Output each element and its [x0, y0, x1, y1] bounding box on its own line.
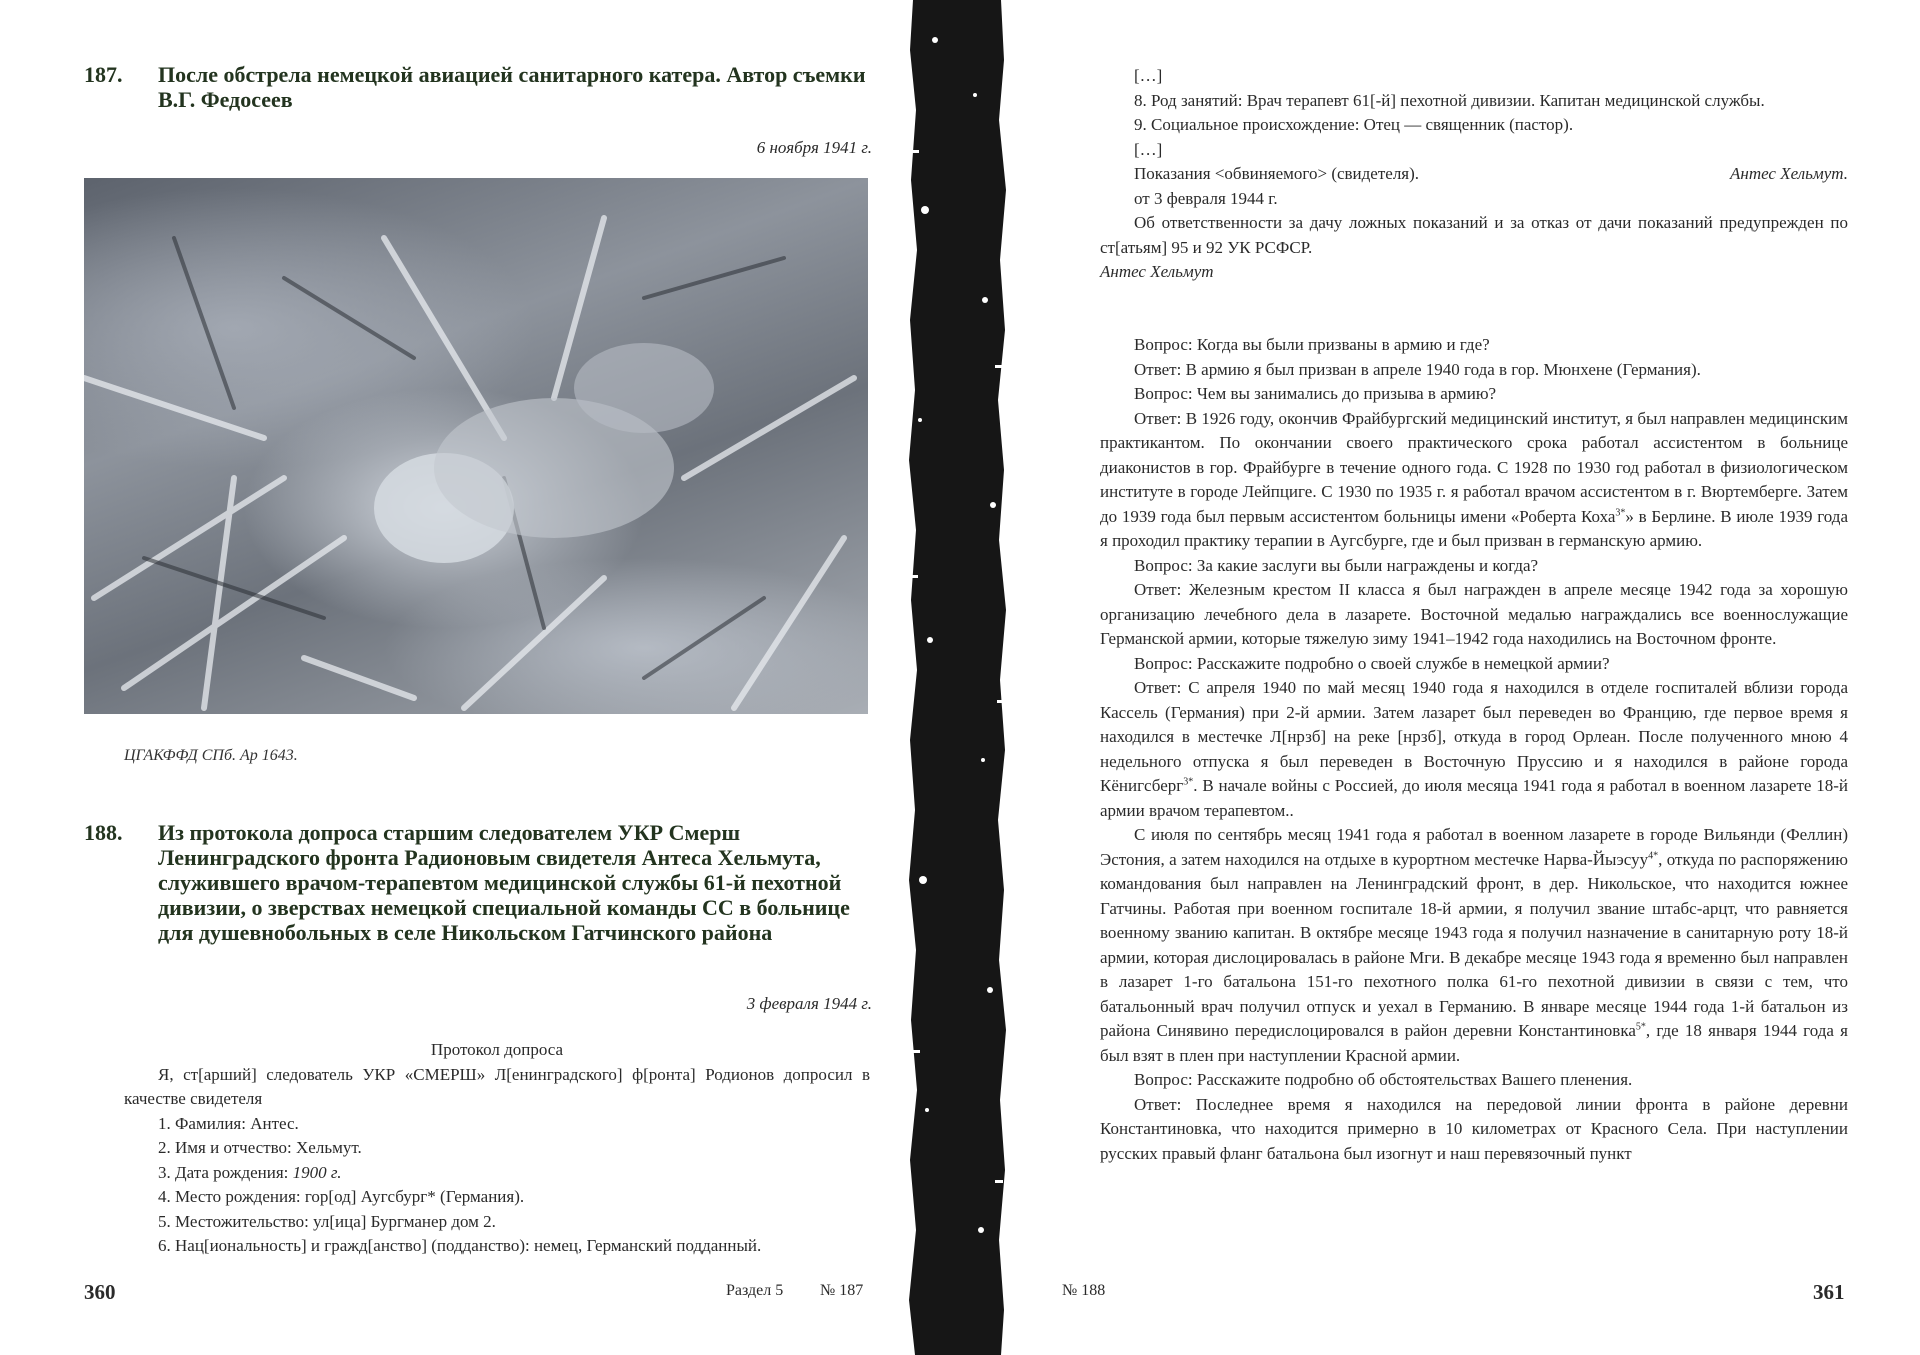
- answer-text: » в Берлине. В июле 1939 года я проходил практику терапии в Аугсбурге, где и был призван в германскую армию.: [1100, 506, 1848, 550]
- protocol-heading: Протокол допроса: [430, 1040, 564, 1059]
- question: Вопрос: За какие заслуги вы были награждены и когда?: [1134, 555, 1539, 575]
- answer: Ответ: В армию я был призван в апреле 1940 года в гор. Мюнхене (Германия).: [1134, 359, 1701, 379]
- testimony-line: [1100, 162, 1848, 187]
- left-doc-ref: № 187: [820, 1282, 864, 1299]
- photo-caption: ЦГАКФФД СПб. Ар 1643.: [124, 747, 298, 764]
- answer-continued: [1100, 823, 1848, 1068]
- ellipsis-line: […]: [1134, 139, 1163, 159]
- answer: [1100, 407, 1848, 554]
- left-page: [0, 0, 905, 1355]
- answer: Ответ: Железным крестом II класса я был награжден в апреле месяце 1942 года за хорошую организацию лечебного дела в лазарете. Восточной медалью награждались все военнослужащие Германской армии, которые тяжелую зиму 1941–1942 года находились на Восточном фронте.: [1100, 580, 1848, 648]
- footnote-ref: 5*: [1635, 1021, 1646, 1033]
- doc-188-title: Из протокола допроса старшим следователем УКР Смерш Ленинградского фронта Радионовым свидетеля Антеса Хельмута, служившего врачом-терапевтом медицинской службы 61-й пехотной дивизии, о зверствах немецкой специальной команды СС в больнице для душевнобольных в селе Никольском Гатчинского района: [158, 820, 850, 945]
- birth-date-value: 1900 г.: [292, 1162, 342, 1182]
- interrogation-text: [1100, 333, 1848, 1166]
- footnote-ref: 3*: [1615, 506, 1626, 518]
- right-page-number: 361: [1813, 1280, 1845, 1304]
- answer-text: . В начале войны с Россией, до июля месяца 1941 года я работал в военном лазарете 18-й армии врачом терапевтом..: [1100, 776, 1848, 820]
- question: Вопрос: Чем вы занимались до призыва в армию?: [1134, 384, 1497, 403]
- doc-188-number: 188.: [84, 820, 123, 845]
- footnote-ref: 4*: [1648, 849, 1659, 861]
- protocol-item: 4. Место рождения: гор[од] Аугсбург* (Германия).: [158, 1187, 525, 1206]
- section-label: Раздел 5: [726, 1282, 784, 1299]
- testimony-name: Антес Хельмут.: [1730, 164, 1848, 183]
- protocol-item-8: 8. Род занятий: Врач терапевт 61[-й] пехотной дивизии. Капитан медицинской службы.: [1134, 90, 1765, 110]
- doc-187-heading: [84, 62, 874, 112]
- protocol-text: [124, 1038, 870, 1259]
- answer: [1100, 676, 1848, 823]
- question: Вопрос: Расскажите подробно об обстоятельствах Вашего пленения.: [1134, 1070, 1633, 1089]
- doc-188-heading: [84, 820, 874, 945]
- doc-188-date: 3 февраля 1944 г.: [746, 994, 872, 1013]
- answer: Ответ: Последнее время я находился на передовой линии фронта в районе деревни Константиновка, что находится примерно в 10 километрах от Красного Села. При наступлении русских правый фланг батальона был изогнут и наш перевязочный пункт: [1100, 1094, 1848, 1163]
- question: Вопрос: Когда вы были призваны в армию и где?: [1134, 335, 1490, 354]
- archival-photo: [84, 178, 868, 714]
- protocol-item: 5. Местожительство: ул[ица] Бургманер дом 2.: [158, 1211, 496, 1231]
- answer-text: Ответ: С апреля 1940 по май месяц 1940 года я находился в отделе госпиталей вблизи города Кассель (Германия) при 2-й армии. Затем лазарет был переведен во Францию, где первое время я находился в местечке Л[нрзб] на реке [нрзб], откуда в город Орлеан. После полученного мною 4 недельного отпуска я был переведен в Восточную Пруссию и я находился в районе города Кёнигсберг: [1100, 678, 1848, 795]
- question: Вопрос: Расскажите подробно о своей службе в немецкой армии?: [1134, 653, 1610, 673]
- ellipsis-line: […]: [1134, 66, 1163, 85]
- answer-text: С июля по сентябрь месяц 1941 года я работал в военном лазарете в городе Вильянди (Феллин) Эстония, а затем находился на отдыхе в курортном местечке Нарва-Йыэсуу: [1100, 825, 1848, 869]
- protocol-item: [124, 1161, 870, 1186]
- birth-date-label: 3. Дата рождения:: [158, 1162, 293, 1182]
- doc-187-date: 6 ноября 1941 г.: [756, 138, 872, 157]
- testimony-label: Показания <обвиняемого> (свидетеля).: [1134, 164, 1420, 183]
- protocol-intro: Я, ст[арший] следователь УКР «СМЕРШ» Л[енинградского] ф[ронта] Родионов допросил в качестве свидетеля: [124, 1064, 870, 1108]
- doc-187-number: 187.: [84, 62, 123, 87]
- doc-187-title: После обстрела немецкой авиацией санитарного катера. Автор съемки В.Г. Федосеев: [158, 62, 866, 112]
- protocol-item: 6. Нац[иональность] и гражд[анство] (подданство): немец, Германский подданный.: [158, 1236, 762, 1255]
- right-page: [1010, 0, 1920, 1355]
- answer-text: , где 18 января 1944 года я был взят в плен при наступлении Красной армии.: [1100, 1021, 1848, 1065]
- testimony-date: от 3 февраля 1944 г.: [1134, 188, 1278, 208]
- footnote-ref: 3*: [1183, 776, 1194, 788]
- responsibility-warning: Об ответственности за дачу ложных показаний и за отказ от дачи показаний предупрежден по ст[атьям] 95 и 92 УК РСФСР.: [1100, 213, 1848, 257]
- signature: Антес Хельмут: [1100, 262, 1214, 281]
- protocol-continuation: [1100, 64, 1848, 285]
- spine-brush-stroke: [905, 0, 1010, 1355]
- protocol-item: 1. Фамилия: Антес.: [158, 1113, 299, 1133]
- book-spine-gutter: [905, 0, 1010, 1355]
- answer-text: Ответ: В 1926 году, окончив Фрайбургский медицинский институт, я был направлен медицинским практикантом. По окончании своего практического срока работал ассистентом в больнице диаконистов в гор. Фрайбурге в течение одного года. С 1928 по 1930 год работал в физиологическом институте в городе Лейпциге. С 1930 по 1935 г. я работал врачом ассистентом в г. Вюртемберге. Затем до 1939 года был первым ассистентом больницы имени «Роберта Коха: [1100, 408, 1848, 526]
- protocol-item: 2. Имя и отчество: Хельмут.: [158, 1138, 362, 1157]
- protocol-item-9: 9. Социальное происхождение: Отец — священник (пастор).: [1134, 115, 1574, 134]
- right-doc-ref: № 188: [1062, 1282, 1106, 1299]
- photo-texture: [84, 178, 868, 714]
- left-page-number: 360: [84, 1280, 116, 1304]
- answer-text: , откуда по распоряжению командования был направлен на Ленинградский фронт, в дер. Никольское, что находится южнее Гатчины. Работая при военном госпитале 18-й армии, я получил звание штабс-арцт, что равняется военному званию капитан. В октябре месяце 1943 года я получил назначение в санитарную роту 18-й армии, которая дислоцировалась в районе Мги. В декабре месяце 1943 года я временно был направлен в лазарет 1-го батальона 151-го пехотного полка 61-го пехотной дивизии в связи с тем, что батальонный врач получил отпуск и уехал в Германию. В январе месяце 1944 года 1-й батальон из района Синявино передислоцировался в район деревни Константиновка: [1100, 849, 1848, 1040]
